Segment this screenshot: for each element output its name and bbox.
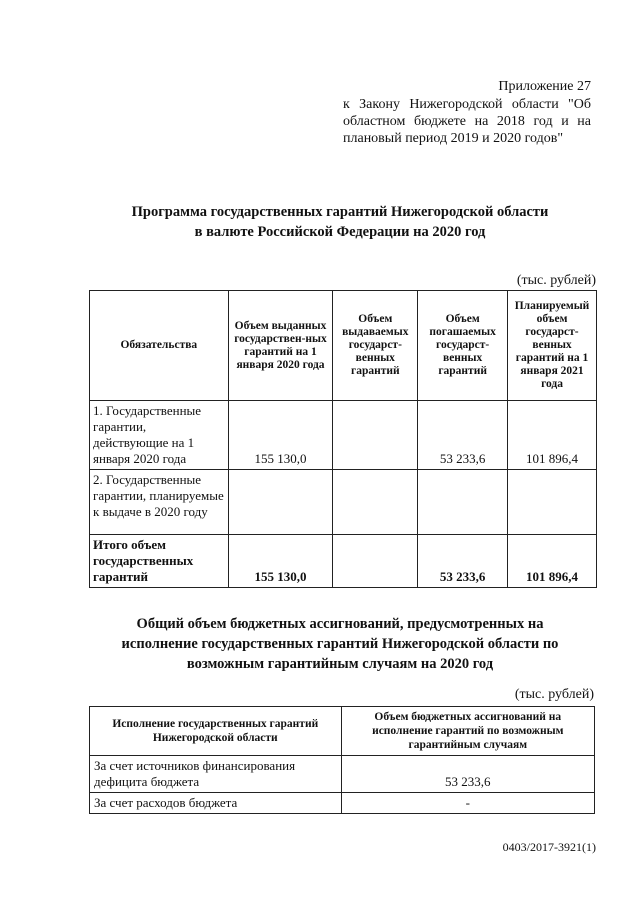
cell-issued: 155 130,0 [228, 401, 333, 470]
cell-issued [228, 470, 333, 535]
cell-value: - [341, 793, 594, 814]
column-header: Обязательства [90, 291, 229, 401]
cell-planned: 101 896,4 [508, 401, 597, 470]
column-header: Планируемый объем государст-венных гарантий на 1 января 2021 года [508, 291, 597, 401]
appropriations-title [90, 614, 590, 674]
table-header-row [90, 291, 597, 401]
cell-planned: 101 896,4 [508, 535, 597, 588]
table-total-row [90, 535, 597, 588]
appendix-number: Приложение 27 [498, 79, 591, 94]
row-label: За счет расходов бюджета [90, 793, 342, 814]
cell-to-issue [333, 401, 418, 470]
title-line: Общий объем бюджетных ассигнований, предусмотренных на [136, 616, 544, 632]
table-row [90, 756, 595, 793]
title-line: Программа государственных гарантий Нижегородской области [131, 204, 549, 220]
cell-repaid: 53 233,6 [418, 535, 508, 588]
row-label: 1. Государственные гарантии, действующие на 1 января 2020 года [90, 401, 229, 470]
column-header: Объем погашаемых государст-венных гарантий [418, 291, 508, 401]
row-label: За счет источников финансирования дефицита бюджета [90, 756, 342, 793]
cell-issued: 155 130,0 [228, 535, 333, 588]
column-header: Исполнение государственных гарантий Нижегородской области [90, 707, 342, 756]
title-line: в валюте Российской Федерации на 2020 год [194, 224, 486, 240]
guarantee-program-title [90, 202, 590, 242]
table-row [90, 793, 595, 814]
appendix-header [343, 78, 591, 147]
title-line: возможным гарантийным случаям на 2020 год [186, 656, 494, 672]
document-id: 0403/2017-3921(1) [502, 840, 596, 854]
title-line: исполнение государственных гарантий Нижегородской области по [121, 636, 559, 652]
table-row [90, 401, 597, 470]
appropriations-table [89, 706, 595, 814]
cell-value: 53 233,6 [341, 756, 594, 793]
cell-planned [508, 470, 597, 535]
column-header: Объем выдаваемых государст-венных гарантий [333, 291, 418, 401]
table-row [90, 470, 597, 535]
cell-to-issue [333, 535, 418, 588]
cell-repaid [418, 470, 508, 535]
column-header: Объем выданных государствен-ных гарантий на 1 января 2020 года [228, 291, 333, 401]
appendix-law-reference: к Закону Нижегородской области "Об областном бюджете на 2018 год и на плановый период 2019 и 2020 годов" [343, 97, 591, 146]
unit-label: (тыс. рублей) [514, 687, 594, 702]
row-label: Итого объем государственных гарантий [90, 535, 229, 588]
unit-label: (тыс. рублей) [516, 273, 596, 288]
row-label: 2. Государственные гарантии, планируемые к выдаче в 2020 году [90, 470, 229, 535]
guarantee-program-table [89, 290, 597, 588]
cell-repaid: 53 233,6 [418, 401, 508, 470]
cell-to-issue [333, 470, 418, 535]
table-header-row [90, 707, 595, 756]
column-header: Объем бюджетных ассигнований на исполнение гарантий по возможным гарантийным случаям [341, 707, 594, 756]
